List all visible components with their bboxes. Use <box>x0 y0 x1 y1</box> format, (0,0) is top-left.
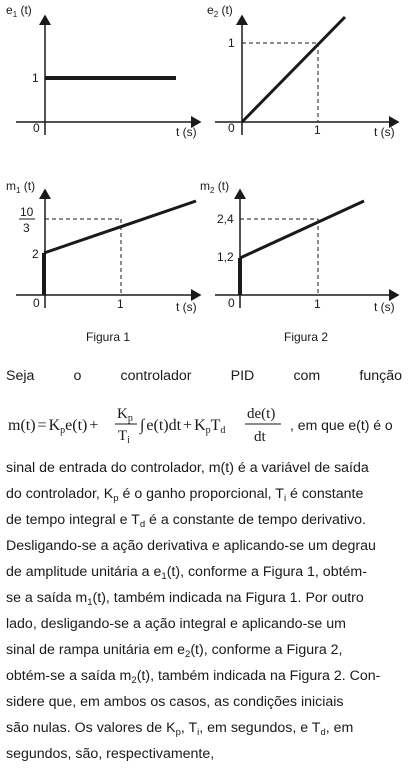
m1-x-tick: 1 <box>117 297 124 311</box>
m1-y-tick-num: 10 <box>20 205 34 219</box>
word: controlador <box>120 368 192 384</box>
m1-xlabel: t (s) <box>176 300 197 314</box>
pid-formula <box>6 400 402 446</box>
e2-origin-label: 0 <box>228 121 235 135</box>
m1-output-line <box>44 201 196 253</box>
svg-text:∫e(t)dt+KpTd: ∫ e(t)dt + KpTd <box>140 417 226 436</box>
m2-xlabel: t (s) <box>374 300 395 314</box>
paragraph-line-10: sinal de rampa unitária em $e_2(t)$, conforme a Figura 2, <box>6 642 343 660</box>
plot-m2 <box>200 179 398 314</box>
m1-ylabel: $m_1$ (t) <box>6 179 36 195</box>
svg-text:dt: dt <box>254 429 266 445</box>
e1-level-label: 1 <box>32 71 39 85</box>
svg-text:m(t)=Kpe(t)+: m(t) = Kpe(t) + <box>8 417 99 436</box>
m1-y-start-label: 2 <box>32 247 39 261</box>
m2-x-tick: 1 <box>314 297 321 311</box>
paragraph-line-1 <box>6 364 402 389</box>
caption-figura-2: Figura 2 <box>284 330 329 344</box>
plot-e2 <box>207 3 398 139</box>
e2-ramp-line <box>242 17 345 122</box>
e1-ylabel: $e_1$ (t) <box>6 3 32 19</box>
plot-e1 <box>6 3 200 139</box>
paragraph-line-8: se a saída $m_1(t)$, também indicada na Figura 1. Por outro <box>6 590 364 608</box>
m2-ylabel: $m_2$ (t) <box>200 179 230 195</box>
paragraph-line-13: são nulas. Os valores de $K_p$, $T_i$, em segundos, e $T_d$, em <box>6 720 354 738</box>
paragraph-line-11: obtém-se a saída $m_2(t)$, também indicada na Figura 2. Con- <box>6 668 381 686</box>
word: função <box>359 368 402 384</box>
paragraph-line-7: de amplitude unitária a $e_1(t)$, conforme a Figura 1, obtém- <box>6 564 367 582</box>
svg-text:, em que e(t) é o: , em que e(t) é o <box>290 417 393 433</box>
m2-origin-label: 0 <box>228 296 235 310</box>
paragraph-line-3: sinal de entrada do controlador, m(t) é a variável de saída <box>6 460 369 476</box>
word: Seja <box>6 368 35 384</box>
paragraph-line-14: segundos, são, respectivamente, <box>6 746 215 762</box>
paragraph-line-12: sidere que, em ambos os casos, as condições iniciais <box>6 694 344 710</box>
paragraph-line-5: de tempo integral e $T_d$ é a constante de tempo derivativo. <box>6 512 366 530</box>
plot-m1 <box>6 179 200 314</box>
caption-figura-1: Figura 1 <box>86 330 131 344</box>
e1-xlabel: t (s) <box>176 125 197 139</box>
paragraph-line-4: do controlador, $K_p$ é o ganho proporcional, $T_i$ é constante <box>6 486 364 504</box>
paragraph-line-6: Desligando-se a ação derivativa e aplicando-se um degrau <box>6 538 376 554</box>
m2-y-start-label: 1,2 <box>217 250 234 264</box>
e2-ylabel: $e_2$ (t) <box>207 3 233 19</box>
figures-panel <box>0 0 408 360</box>
word: o <box>73 368 82 384</box>
svg-text:de(t): de(t) <box>247 406 276 422</box>
m1-origin-label: 0 <box>33 296 40 310</box>
e1-origin-label: 0 <box>33 121 40 135</box>
m2-output-line <box>240 201 364 258</box>
m2-y-tick: 2,4 <box>217 212 234 226</box>
svg-text:Kp: $K_p$ <box>117 406 133 424</box>
e2-xlabel: t (s) <box>374 125 395 139</box>
svg-text:Ti: $T_i$ <box>118 428 130 446</box>
paragraph-line-9: lado, desligando-se a ação integral e aplicando-se um <box>6 616 346 632</box>
word: PID <box>230 368 255 384</box>
word: com <box>293 368 321 384</box>
m1-y-tick-den: 3 <box>23 221 30 235</box>
e2-y-tick: 1 <box>228 36 235 50</box>
e2-x-tick: 1 <box>314 123 321 137</box>
